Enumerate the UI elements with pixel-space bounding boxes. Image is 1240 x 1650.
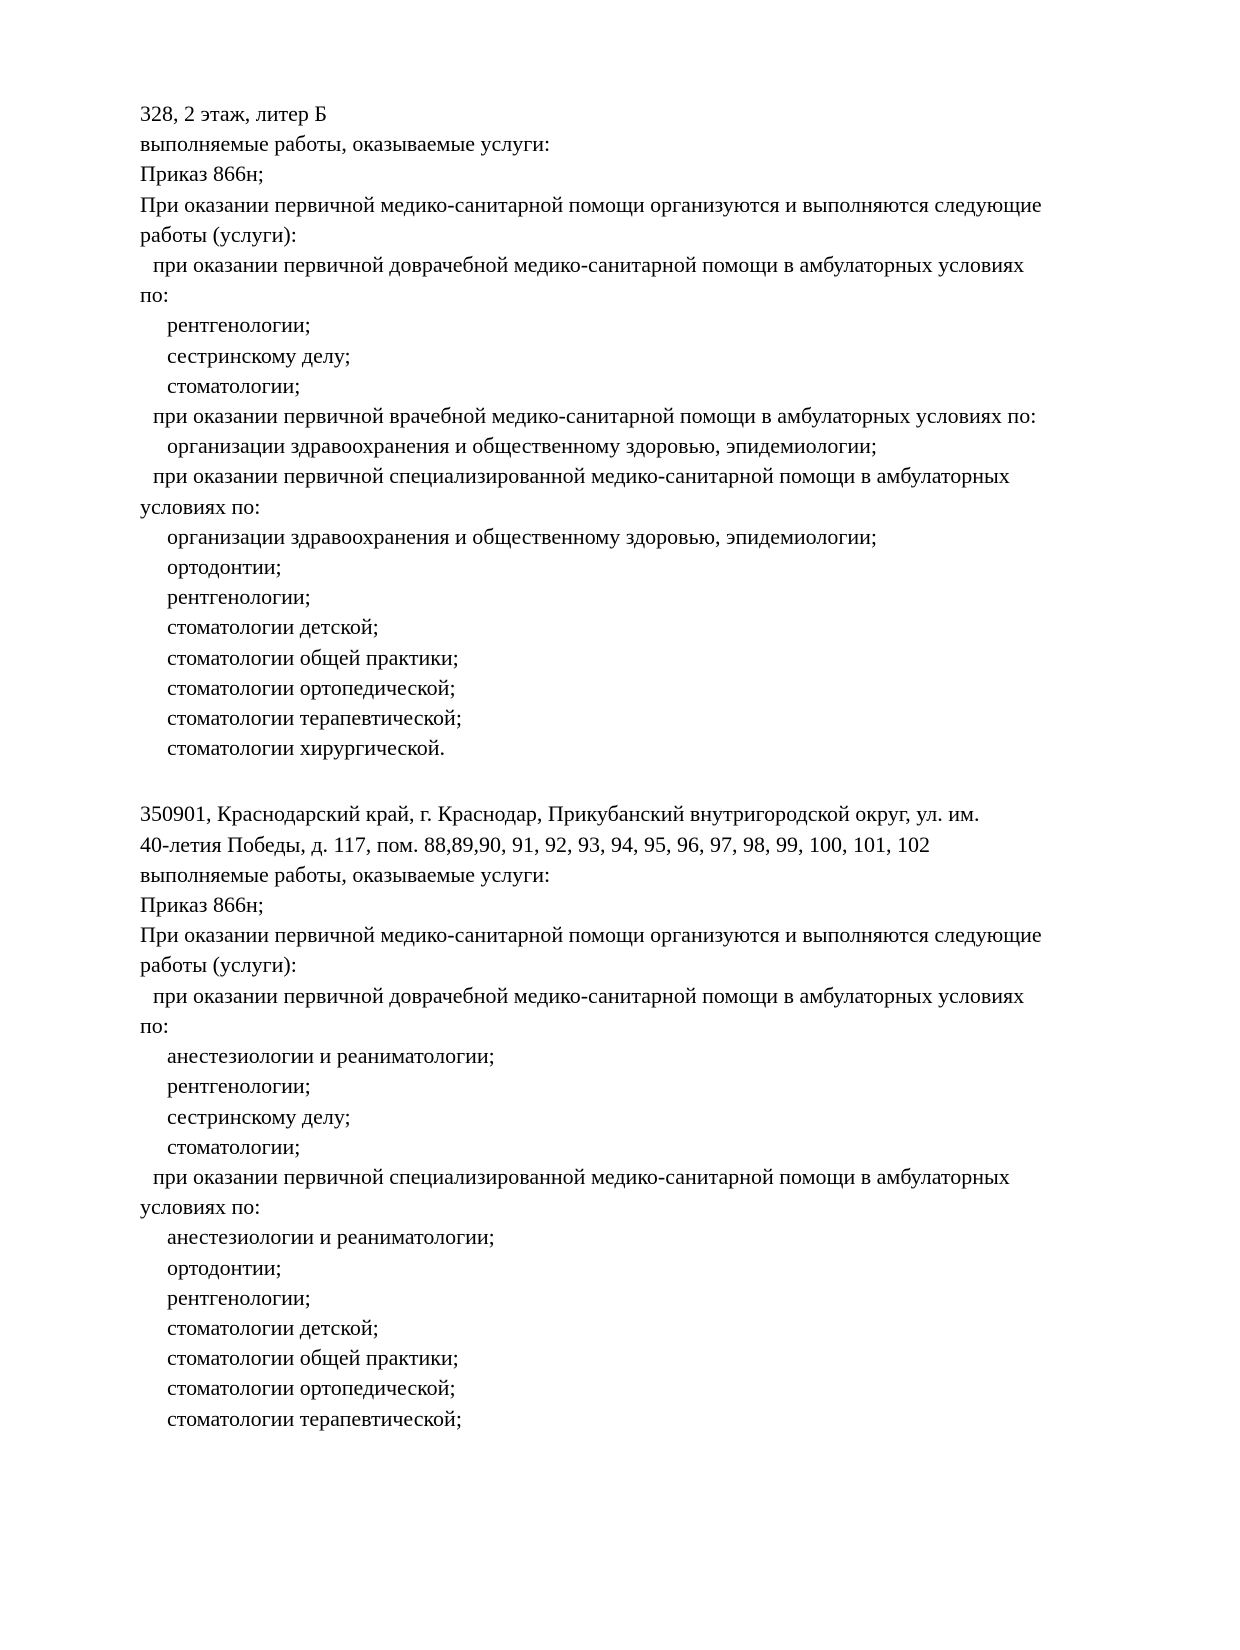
text-line: При оказании первичной медико-санитарной помощи организуются и выполняются следующие: [140, 922, 1042, 948]
text-line: ортодонтии;: [167, 554, 282, 580]
section-address-328: [140, 99, 1200, 763]
text-line: выполняемые работы, оказываемые услуги:: [140, 131, 551, 157]
text-line: рентгенологии;: [167, 312, 311, 338]
text-line: сестринскому делу;: [167, 1103, 351, 1129]
text-line: стоматологии ортопедической;: [167, 1375, 456, 1401]
text-line: условиях по:: [140, 493, 261, 519]
text-line: рентгенологии;: [167, 1073, 311, 1099]
text-line: анестезиологии и реаниматологии;: [167, 1043, 495, 1069]
text-line: работы (услуги):: [140, 952, 297, 978]
text-line: рентгенологии;: [167, 584, 311, 610]
text-line: ортодонтии;: [167, 1254, 282, 1280]
license-works-text: [140, 99, 1200, 1434]
text-line: по:: [140, 282, 169, 308]
text-line: стоматологии терапевтической;: [167, 705, 462, 731]
text-line: стоматологии общей практики;: [167, 644, 459, 670]
text-line: по:: [140, 1012, 169, 1038]
text-line: сестринскому делу;: [167, 342, 351, 368]
text-line: Приказ 866н;: [140, 892, 264, 918]
text-line: стоматологии;: [167, 1133, 301, 1159]
text-line: при оказании первичной доврачебной медико-санитарной помощи в амбулаторных условиях: [153, 252, 1025, 278]
section-address-350901: [140, 799, 1200, 1433]
text-line: работы (услуги):: [140, 221, 297, 247]
text-line: при оказании первичной доврачебной медико-санитарной помощи в амбулаторных условиях: [153, 982, 1025, 1008]
text-line: организации здравоохранения и общественному здоровью, эпидемиологии;: [167, 523, 878, 549]
text-line: 350901, Краснодарский край, г. Краснодар, Прикубанский внутригородской округ, ул. им.: [140, 801, 980, 827]
text-line: выполняемые работы, оказываемые услуги:: [140, 861, 551, 887]
text-line: рентгенологии;: [167, 1284, 311, 1310]
text-line: 40-летия Победы, д. 117, пом. 88,89,90, 91, 92, 93, 94, 95, 96, 97, 98, 99, 100, 101, 102: [140, 831, 930, 857]
text-line: при оказании первичной специализированной медико-санитарной помощи в амбулаторных: [153, 1163, 1010, 1189]
text-line: При оказании первичной медико-санитарной помощи организуются и выполняются следующие: [140, 191, 1042, 217]
text-line: стоматологии хирургической.: [167, 735, 445, 761]
text-line: стоматологии;: [167, 372, 301, 398]
text-line: стоматологии ортопедической;: [167, 674, 456, 700]
text-line: при оказании первичной специализированной медико-санитарной помощи в амбулаторных: [153, 463, 1010, 489]
text-line: стоматологии детской;: [167, 614, 379, 640]
text-line: организации здравоохранения и общественному здоровью, эпидемиологии;: [167, 433, 878, 459]
text-line: условиях по:: [140, 1194, 261, 1220]
text-line: анестезиологии и реаниматологии;: [167, 1224, 495, 1250]
text-line: стоматологии общей практики;: [167, 1345, 459, 1371]
text-line: Приказ 866н;: [140, 161, 264, 187]
text-line: стоматологии терапевтической;: [167, 1405, 462, 1431]
text-line: при оказании первичной врачебной медико-санитарной помощи в амбулаторных условиях по:: [153, 403, 1037, 429]
text-line: стоматологии детской;: [167, 1314, 379, 1340]
text-line: 328, 2 этаж, литер Б: [140, 101, 328, 126]
